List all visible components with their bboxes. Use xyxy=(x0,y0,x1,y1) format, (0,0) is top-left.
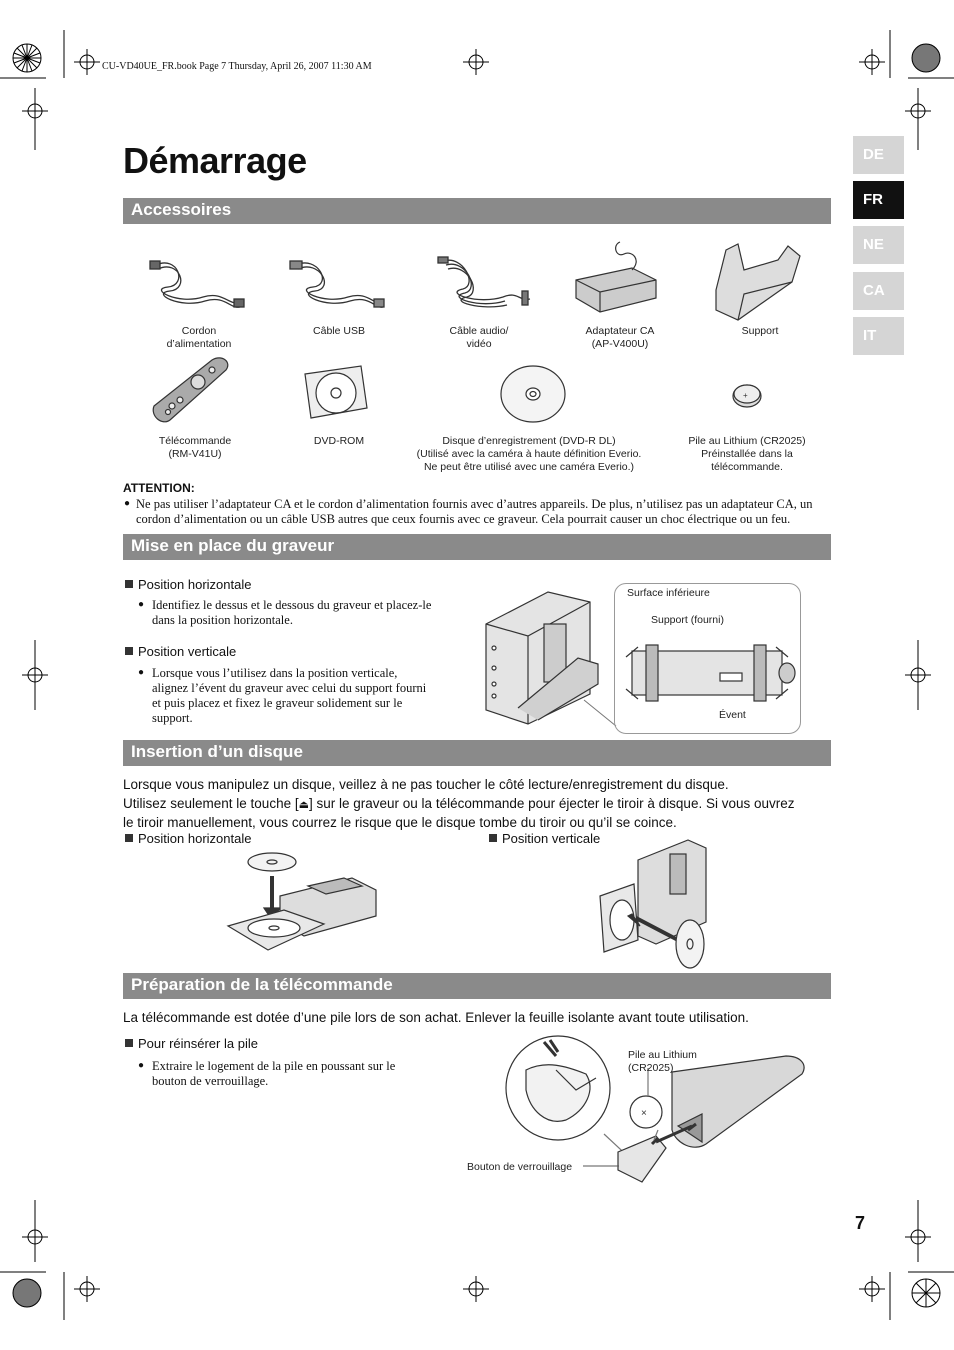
square-bullet-icon xyxy=(489,834,497,842)
bullet-icon: ● xyxy=(124,498,131,509)
caption-usb-cable: Câble USB xyxy=(313,325,365,337)
svg-text:×: × xyxy=(641,1108,647,1119)
insertion-horizontal-label: Position horizontale xyxy=(125,830,251,847)
tab-it[interactable]: IT xyxy=(853,317,904,355)
bullet-icon: ● xyxy=(138,1060,145,1071)
callout-vent-label: Évent xyxy=(719,709,746,721)
tab-ca[interactable]: CA xyxy=(853,272,904,310)
lock-button-leader xyxy=(583,1163,623,1169)
attention-text: Ne pas utiliser l’adaptateur CA et le cordon d’alimentation fournis avec d’autres appareils. De plus, n’utilisez pas un adaptateur CA, un cordon d’alimentation ou un câble USB autres que ceux fournis avec ce graveur. Cela pourrait causer un choc électrique ou un feu. xyxy=(136,497,813,526)
insertion-para1: Lorsque vous manipulez un disque, veillez à ne pas toucher le côté lecture/enregistrement du disque. xyxy=(123,777,729,792)
callout-title: Surface inférieure xyxy=(627,587,710,599)
page-title: Démarrage xyxy=(123,140,307,181)
tab-de[interactable]: DE xyxy=(853,136,904,174)
caption-ac-adapter: Adaptateur CA (AP-V400U) xyxy=(585,325,655,350)
book-header-line: CU-VD40UE_FR.book Page 7 Thursday, April 26, 2007 11:30 AM xyxy=(102,61,372,72)
insertion-para2: Utilisez seulement le touche [⏏] sur le graveur ou la télécommande pour éjecter le tiroir à disque. Si vous ouvrez le tiroir manuellement, vous courrez le risque que le disque tombe du tiroir ou qu’il se coince. xyxy=(123,796,795,830)
section-accessoires xyxy=(123,198,831,224)
lock-button-label: Bouton de verrouillage xyxy=(467,1161,573,1173)
square-bullet-icon xyxy=(125,580,133,588)
setup-horizontal-heading: Position horizontale xyxy=(125,576,251,593)
caption-recording-disc: Disque d’enregistrement (DVD-R DL) (Utilisé avec la caméra à haute définition Everio. Ne peut être utilisé avec une caméra Everio.) xyxy=(416,435,642,473)
caption-av-cable: Câble audio/ vidéo xyxy=(449,325,509,350)
usb-cable-icon xyxy=(288,255,388,315)
caption-stand: Support xyxy=(741,325,779,337)
callout-support-label: Support (fourni) xyxy=(651,614,724,626)
section-title-setup: Mise en place du graveur xyxy=(131,536,335,555)
svg-text:+: + xyxy=(743,391,748,400)
reinsert-text: Extraire le logement de la pile en poussant sur le bouton de verrouillage. xyxy=(152,1059,396,1088)
section-remote xyxy=(123,973,831,999)
bullet-icon: ● xyxy=(138,599,145,610)
caption-power-cord: Cordon d’alimentation xyxy=(166,325,232,350)
dvd-rom-icon xyxy=(303,364,373,424)
stand-icon xyxy=(708,240,808,320)
setup-horizontal-text: Identifiez le dessus et le dessous du graveur et placez-le dans la position horizontale. xyxy=(152,598,432,627)
section-setup xyxy=(123,534,831,560)
insert-horizontal-illustration xyxy=(224,846,384,966)
battery-label: Pile au Lithium (CR2025) xyxy=(628,1049,697,1074)
bottom-surface-illustration xyxy=(622,641,802,711)
insert-vertical-illustration xyxy=(598,840,718,970)
section-insertion xyxy=(123,740,831,766)
attention-label: ATTENTION: xyxy=(123,481,195,495)
ac-adapter-icon xyxy=(572,240,672,320)
bullet-icon: ● xyxy=(138,667,145,678)
power-cord-icon xyxy=(148,255,248,315)
section-title-accessoires: Accessoires xyxy=(131,200,232,219)
square-bullet-icon xyxy=(125,647,133,655)
eject-icon: ⏏ xyxy=(298,799,309,811)
square-bullet-icon xyxy=(125,834,133,842)
disc-icon xyxy=(498,364,568,424)
reinsert-heading: Pour réinsérer la pile xyxy=(125,1035,258,1052)
remote-control-icon xyxy=(150,356,240,426)
insertion-vertical-label: Position verticale xyxy=(489,830,600,847)
setup-vertical-heading: Position verticale xyxy=(125,643,236,660)
av-cable-icon xyxy=(438,255,538,315)
tab-ne[interactable]: NE xyxy=(853,226,904,264)
battery-icon xyxy=(732,381,772,411)
tab-fr[interactable]: FR xyxy=(853,181,904,219)
caption-battery: Pile au Lithium (CR2025) Préinstallée dans la télécommande. xyxy=(688,435,806,473)
section-title-remote: Préparation de la télécommande xyxy=(131,975,393,994)
remote-intro: La télécommande est dotée d’une pile lors de son achat. Enlever la feuille isolante avant toute utilisation. xyxy=(123,1010,749,1025)
page-number: 7 xyxy=(855,1213,866,1233)
setup-vertical-text: Lorsque vous l’utilisez dans la position verticale, alignez l’évent du graveur avec celui du support fourni et puis placez et fixez le graveur solidement sur le support. xyxy=(152,666,427,725)
section-title-insertion: Insertion d’un disque xyxy=(131,742,303,761)
square-bullet-icon xyxy=(125,1039,133,1047)
caption-remote: Télécommande (RM-V41U) xyxy=(158,435,232,460)
caption-dvd-rom: DVD-ROM xyxy=(313,435,365,447)
